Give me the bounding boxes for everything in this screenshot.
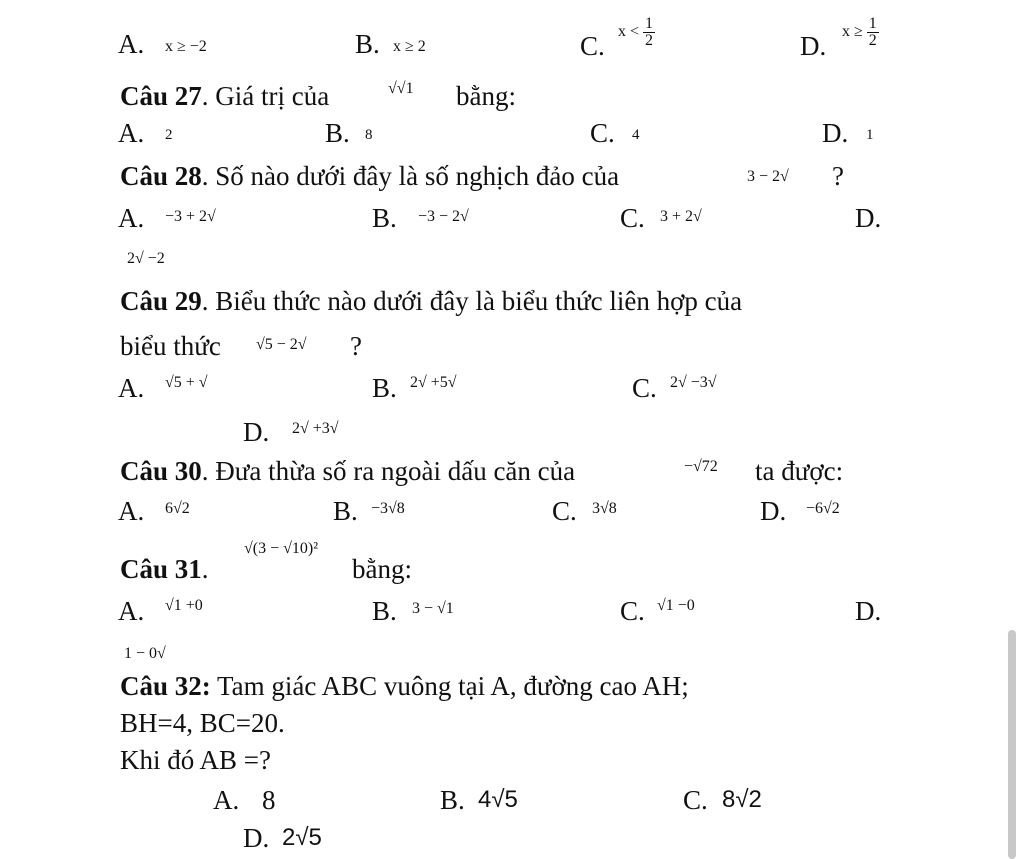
q30-a-label: A. (118, 496, 145, 526)
q30-b-value: −3√8 (371, 500, 405, 517)
q28-c-label: C. (620, 203, 645, 233)
q30-text (120, 455, 575, 487)
q30-b-label: B. (333, 496, 358, 526)
q28-b-value: −3 − 2√ (418, 208, 469, 225)
q31-text (120, 553, 209, 585)
q30-text-after: ta được: (755, 456, 844, 486)
q32-a-value: 8 (262, 785, 276, 815)
q27-c-label: C. (590, 118, 615, 148)
q26-b-label: B. (355, 29, 380, 59)
q32-text-line1 (120, 670, 689, 702)
q32-b-value: 4√5 (478, 786, 518, 813)
q26-d-num: 1 (868, 15, 877, 32)
q30-a-value: 6√2 (165, 500, 190, 517)
q31-expression: √(3 − √10)² (244, 540, 319, 557)
q30-text-before: . Đưa thừa số ra ngoài dấu căn của (201, 456, 576, 486)
q27-expression: √√1 (388, 80, 414, 97)
q31-b-label: B. (372, 596, 397, 626)
q28-b-label: B. (372, 203, 397, 233)
q31-title: Câu 31 (120, 554, 202, 584)
q26-c-den: 2 (645, 32, 654, 49)
q26-d-value (842, 16, 879, 49)
q27-c-value: 4 (632, 127, 640, 143)
q29-text-line2: biểu thức (120, 331, 221, 361)
q28-c-value: 3 + 2√ (660, 208, 702, 225)
q27-d-value: 1 (866, 127, 874, 143)
q29-b-value: 2√ +5√ (410, 374, 457, 391)
q32-b-label: B. (440, 785, 465, 815)
q27-title: Câu 27 (120, 81, 202, 111)
q26-d-den: 2 (868, 32, 877, 49)
q28-a-label: A. (118, 203, 145, 233)
q30-c-value: 3√8 (592, 500, 617, 517)
q31-c-value: √1 −0 (657, 597, 695, 614)
q27-d-label: D. (822, 118, 849, 148)
q27-text (120, 80, 329, 112)
q31-d-label: D. (855, 596, 882, 626)
q32-text-line2: BH=4, BC=20. (120, 708, 285, 738)
q30-d-value: −6√2 (806, 500, 840, 517)
q32-text-line3: Khi đó AB =? (120, 745, 271, 775)
q29-text-body: . Biểu thức nào dưới đây là biểu thức liên hợp của (201, 286, 743, 316)
q32-a-label: A. (213, 785, 240, 815)
q28-question-mark: ? (832, 161, 844, 191)
q29-a-value: √5 + √ (165, 374, 208, 391)
q28-expression: 3 − 2√ (747, 168, 789, 185)
q30-expression: −√72 (684, 458, 718, 475)
q26-d-fraction (867, 16, 879, 49)
q26-d-lhs: x ≥ (842, 23, 863, 41)
q32-c-value: 8√2 (722, 786, 762, 813)
q31-dot: . (201, 554, 209, 584)
q27-text-before: . Giá trị của (201, 81, 330, 111)
q28-text-body: . Số nào dưới đây là số nghịch đảo của (201, 161, 620, 191)
q30-d-label: D. (760, 496, 787, 526)
q27-text-after: bằng: (456, 81, 516, 111)
q32-d-value: 2√5 (282, 824, 322, 851)
q30-title: Câu 30 (120, 456, 202, 486)
q32-title: Câu 32: (120, 671, 211, 701)
q29-d-value: 2√ +3√ (292, 420, 339, 437)
q28-d-label: D. (855, 203, 882, 233)
q26-a-value: x ≥ −2 (165, 38, 207, 55)
q26-c-num: 1 (645, 15, 654, 32)
q29-c-label: C. (632, 373, 657, 403)
q29-b-label: B. (372, 373, 397, 403)
q31-text-after: bằng: (352, 554, 412, 584)
q31-a-value: √1 +0 (165, 597, 203, 614)
q26-c-lhs: x < (618, 23, 640, 41)
q29-c-value: 2√ −3√ (670, 374, 717, 391)
q29-question-mark: ? (350, 331, 362, 361)
q31-b-value: 3 − √1 (412, 600, 454, 617)
q29-d-label: D. (243, 417, 270, 447)
vertical-scrollbar[interactable] (1008, 630, 1016, 859)
q27-b-value: 8 (365, 127, 373, 143)
q28-text (120, 160, 619, 192)
q26-c-fraction (643, 16, 655, 49)
q32-text-body: Tam giác ABC vuông tại A, đường cao AH; (217, 671, 689, 701)
q30-c-label: C. (552, 496, 577, 526)
q28-a-value: −3 + 2√ (165, 208, 216, 225)
q26-b-value: x ≥ 2 (393, 38, 426, 55)
q29-a-label: A. (118, 373, 145, 403)
q26-c-label: C. (580, 31, 605, 61)
q31-a-label: A. (118, 596, 145, 626)
q31-c-label: C. (620, 596, 645, 626)
q27-b-label: B. (325, 118, 350, 148)
q32-d-label: D. (243, 823, 270, 853)
q26-c-value (618, 16, 655, 49)
q27-a-value: 2 (165, 127, 173, 143)
q29-title: Câu 29 (120, 286, 202, 316)
q28-title: Câu 28 (120, 161, 202, 191)
q29-expression: √5 − 2√ (256, 336, 307, 353)
q32-c-label: C. (683, 785, 708, 815)
q29-text-line1 (120, 285, 742, 317)
q28-d-value: 2√ −2 (127, 250, 165, 267)
q26-d-label: D. (800, 31, 827, 61)
q27-a-label: A. (118, 118, 145, 148)
q26-a-label: A. (118, 29, 145, 59)
q31-d-value: 1 − 0√ (124, 645, 166, 662)
